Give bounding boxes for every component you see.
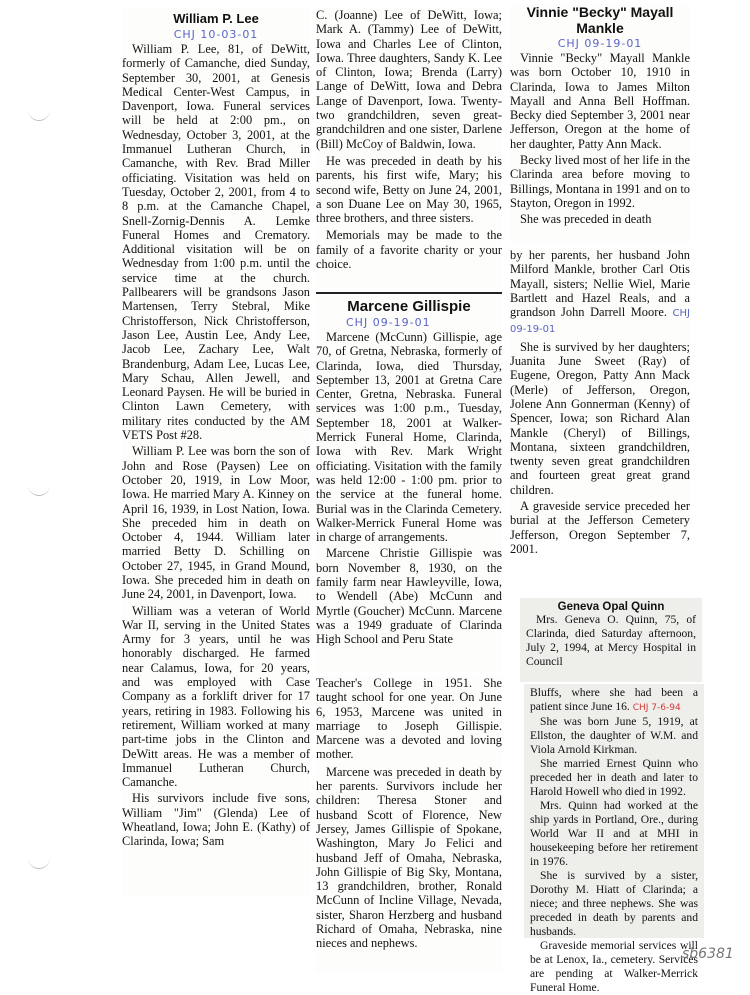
gillespie-paragraph: Marcene was preceded in death by her parents. Survivors include her children: Theresa Stoner and husband Scott of Florence, New Jersey, James Gillispie of Spokane, Washington, Mary Jo Felici and husband Jeff of Omaha, Nebraska, John Gillispie of Big Sky, Montana, 13 grandchildren, brother, Ronald McCunn of Incline Village, Nevada, sister, Sharon Herzberg and husband Richard of Omaha, Nebraska, nine nieces and nephews. — [316, 764, 502, 951]
gillespie-paragraph: Teacher's College in 1951. She taught school for one year. On June 6, 1953, Marcene was united in marriage to Joseph Gillispie. Marcene was a devoted and loving mother. — [316, 676, 502, 762]
gillespie-continuation-clipping — [316, 676, 502, 972]
mankle-paragraph: A graveside service preceded her burial at the Jefferson Cemetery Jefferson, Oregon September 7, 2001. — [510, 499, 690, 556]
lee-handwritten-date: CHJ 10-03-01 — [173, 28, 259, 41]
quinn-paragraph: Graveside memorial services will be at Lenox, Ia., cemetery. Services are pending at Walker-Merrick Funeral Home. — [530, 939, 698, 994]
quinn-cont-text: Bluffs, where she had been a patient since June 16. — [530, 686, 698, 713]
lee-obituary-clipping — [122, 8, 310, 896]
gillespie-title: Marcene Gillispie — [347, 298, 471, 315]
catalog-id-handwritten: sb6381 — [682, 946, 734, 962]
gillespie-paragraph: Marcene (McCunn) Gillispie, age 70, of Gretna, Nebraska, formerly of Clarinda, Iowa, died Thursday, September 13, 2001 at Gretna Care Center, Gretna, Nebraska. Funeral services was 1:00 p.m., Tuesday, September 18, 2001 at Walker-Merrick Funeral Home, Clarinda, Iowa with Rev. Mark Wright officiating. Visitation with the family was held 12:00 - 1:00 pm. prior to the service at the funeral home. Burial was in the Clarinda Cemetery. Walker-Merrick Funeral Home was in charge of arrangements. — [316, 330, 502, 545]
lee-paragraph: C. (Joanne) Lee of DeWitt, Iowa; Mark A. (Tammy) Lee of DeWitt, Iowa and Charles Lee of Clinton, Iowa. Three daughters, Sandy K. Lee of Clinton, Iowa; Brenda (Larry) Lange of DeWitt, Iowa and Debra Lange of Davenport, Iowa. Twenty-two grandchildren, seven great-grandchildren and one sister, Darlene (Bill) McCoy of Baldwin, Iowa. — [316, 8, 502, 151]
quinn-title: Geneva Opal Quinn — [557, 601, 665, 613]
quinn-paragraph: She was born June 5, 1919, at Ellston, the daughter of W.M. and Viola Arnold Kirkman. — [530, 715, 698, 756]
quinn-paragraph: Mrs. Geneva O. Quinn, 75, of Clarinda, died Saturday afternoon, July 2, 1994, at Mercy Hospital in Council — [526, 613, 696, 668]
column-divider — [316, 292, 502, 294]
gillespie-handwritten-date: CHJ 09-19-01 — [346, 316, 431, 329]
lee-paragraph: William P. Lee was born the son of John and Rose (Paysen) Lee on October 20, 1919, in Low Moor, Iowa. He married Mary A. Kinney on April 16, 1939, in Lost Nation, Iowa. She preceded him in death on October 4, 1944. William later married Betty D. Schilling on October 27, 1945, in Grand Mound, Iowa. She preceded him in death on June 24, 2001, in Davenport, Iowa. — [122, 444, 310, 602]
mankle-title: Vinnie "Becky" Mayall Mankle — [526, 4, 674, 36]
quinn-paragraph: She married Ernest Quinn who preceded her in death and later to Harold Howell who died in 1992. — [530, 757, 698, 798]
gillespie-obituary-clipping — [316, 296, 502, 672]
lee-continuation-clipping — [316, 8, 502, 288]
quinn-paragraph: She is survived by a sister, Dorothy M. Hiatt of Clarinda; a niece; and three nephews. She was preceded in death by parents and husbands. — [530, 869, 698, 938]
quinn-obituary-clipping — [520, 598, 702, 682]
lee-title: William P. Lee — [173, 11, 259, 26]
lee-paragraph: William was a veteran of World War II, serving in the United States Army for 3 years, until he was honorably discharged. He farmed near Calamus, Iowa, for 20 years, and was employed with Case Company as a forklift driver for 17 years, retiring in 1983. Following his retirement, William worked at many part-time jobs in the Clinton and DeWitt areas. He was a member of Immanuel Lutheran Church, Camanche. — [122, 603, 310, 790]
punch-hole-bottom — [28, 858, 50, 869]
gillespie-paragraph: Marcene Christie Gillispie was born November 8, 1930, on the family farm near Hawleyville, Iowa, to Wendell (Abe) McCunn and Myrtle (Goucher) McCunn. Marcene was a 1949 graduate of Clarinda High School and Peru State — [316, 546, 502, 647]
mankle-paragraph — [510, 248, 690, 338]
mankle-handwritten-date-2: CHJ 09-19-01 — [510, 308, 690, 336]
punch-hole-top — [28, 110, 50, 121]
lee-paragraph: Memorials may be made to the family of a favorite charity or your choice. — [316, 228, 502, 272]
mankle-continuation-clipping — [510, 248, 690, 556]
mankle-handwritten-date: CHJ 09-19-01 — [557, 37, 643, 50]
mankle-paragraph: She is survived by her daughters; Juanita June Sweet (Ray) of Eugene, Oregon, Patty Ann Mack (Merle) of Jefferson, Oregon, Jolene Ann Gonnerman (Kenny) of Spencer, Iowa; son Richard Alan Mankle (Cheryl) of Billings, Montana, sixteen grandchildren, twenty seven great grandchildren and fourteen great great grand children. — [510, 339, 690, 497]
lee-paragraph: William P. Lee, 81, of DeWitt, formerly of Camanche, died Sunday, September 30, 2001, at Genesis Medical Center-West Campus, in Davenport, Iowa. Funeral services will be held at 2:00 pm., on Wednesday, October 3, 2001, at the Immanuel Lutheran Church, in Camanche, with Rev. Brad Miller officiating. Visitation was held on Tuesday, October 2, 2001, from 4 to 8 p.m. at the Camanche Chapel, Snell-Zornig-Dennis A. Lemke Funeral Homes and Crematory. Additional visitation will be on Wednesday from 1:00 p.m. until the service time at the church. Pallbearers will be grandsons Jason Martensen, Terry Stebral, Mike Christofferson, Nick Christofferson, Jason Lee, Austin Lee, Andy Lee, Jacob Lee, Zachary Lee, Walt Brandenburg, Adam Lee, Lucas Lee, Mary Schau, Allen Jewell, and Leonard Paysen. He will be buried in Clinton Lawn Cemetery, with military rites conducted by the AM VETS Post #28. — [122, 42, 310, 443]
mankle-obituary-clipping — [510, 4, 690, 244]
mankle-cont-text: by her parents, her husband John Milford Mankle, brother Carl Otis Mayall, sisters; Nellie Wiel, Marie Bartlett and Hazel Reals, and a grandson John Darrell Moore. — [510, 248, 690, 320]
mankle-paragraph: Vinnie "Becky" Mayall Mankle was born October 10, 1910 in Clarinda, Iowa to James Milton Mayall and Anna Bell Hoffman. Becky died September 3, 2001 near Jefferson, Oregon at the home of her daughter, Patty Ann Mack. — [510, 51, 690, 151]
punch-hole-middle — [28, 485, 50, 496]
quinn-handwritten-date: CHJ 7-6-94 — [632, 703, 681, 713]
mankle-paragraph: She was preceded in death — [520, 212, 652, 227]
quinn-paragraph: Mrs. Quinn had worked at the ship yards in Portland, Ore., during World War II and at MHI in housekeeping before her retirement in 1976. — [530, 799, 698, 868]
quinn-paragraph — [524, 684, 704, 715]
quinn-continuation-clipping — [524, 684, 704, 994]
lee-paragraph: His survivors include five sons, William "Jim" (Glenda) Lee of Wheatland, Iowa; John E. (Kathy) of Clarinda, Iowa; Sam — [122, 791, 310, 849]
lee-paragraph: He was preceded in death by his parents, his first wife, Mary; his second wife, Betty on June 24, 2001, a son Duane Lee on May 30, 1965, three brothers, and three sisters. — [316, 153, 502, 226]
mankle-paragraph: Becky lived most of her life in the Clarinda area before moving to Billings, Montana in 1991 and on to Stayton, Oregon in 1992. — [510, 153, 690, 210]
